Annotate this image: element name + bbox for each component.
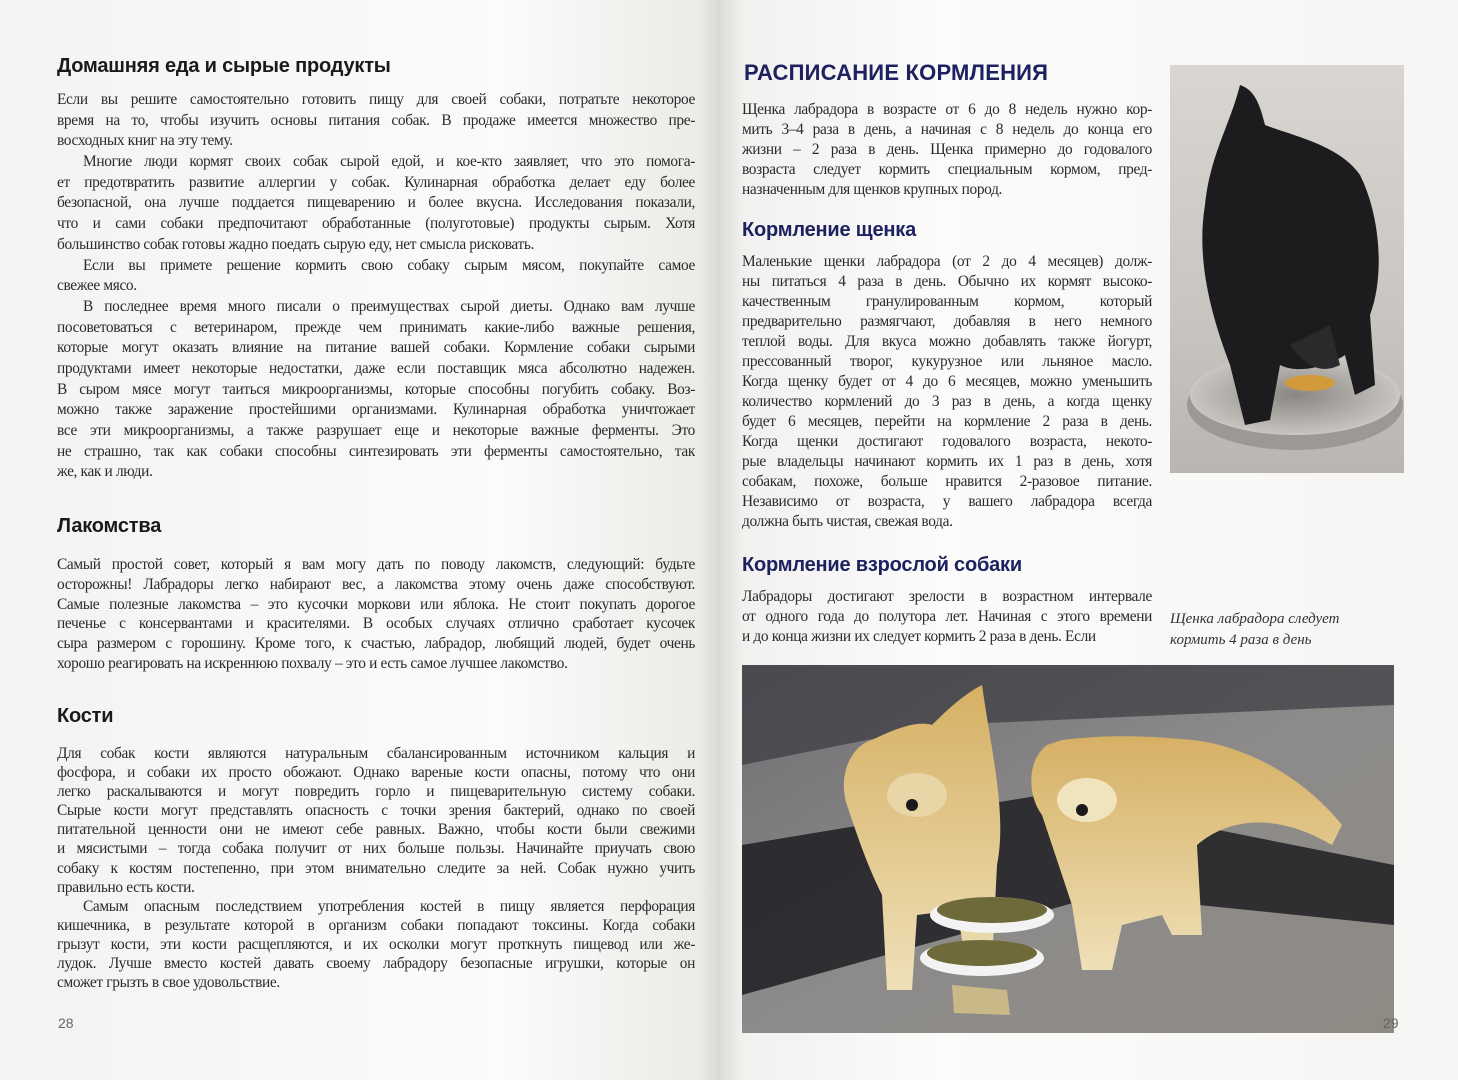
text-line: Лабрадоры достигают зрелости в возрастном интервале xyxy=(742,588,1152,605)
text-line: кишечника, в результате которой в организм собаки попадают токсины. Когда собаки xyxy=(57,916,695,934)
photo-caption xyxy=(1170,609,1339,651)
text-line: что и сами собаки предпочитают обработанные (полуготовые) продукты сырым. Хотя xyxy=(57,215,695,233)
text-line: количество кормлений до 3 раз в день, а когда щенку xyxy=(742,393,1152,410)
text-line: В последнее время много писали о преимуществах сырой диеты. Однако вам лучше xyxy=(83,297,695,315)
text-line: жизни – 2 раза в день. Щенка примерно до годовалого xyxy=(742,141,1152,158)
page-number-left: 28 xyxy=(58,1015,74,1031)
section-bones-text xyxy=(57,744,695,992)
text-line: Когда щенки достигают годовалого возраста, некото- xyxy=(742,433,1152,450)
text-line: все эти микроорганизмы, а также разрушает еще и некоторые важные ферменты. Это xyxy=(57,422,695,439)
text-line: сыра размером с горошину. Кроме того, к счастью, лабрадор, любящий людей, будет очень xyxy=(57,635,695,653)
section-treats-text xyxy=(57,555,695,674)
photo-black-puppy-eating xyxy=(1170,65,1404,473)
text-line: Если вы решите самостоятельно готовить пищу для своей собаки, потратьте некоторое xyxy=(57,91,695,108)
text-line: предварительно размягчают, добавляя в него немного xyxy=(742,313,1152,330)
section-schedule-text xyxy=(742,100,1152,200)
text-line: ны питаться 4 раза в день. Обычно их кормят высоко- xyxy=(742,273,1152,290)
text-line: Многие люди кормят своих собак сырой едой, и кое-кто заявляет, что это помога- xyxy=(83,153,695,171)
heading-home-food: Домашняя еда и сырые продукты xyxy=(57,55,391,77)
text-line: посоветоваться с ветеринаром, прежде чем принимать какие-либо важные решения, xyxy=(57,318,695,336)
section-adult-text xyxy=(742,587,1152,647)
text-line: время на то, чтобы изучить основы питания собак. В продаже имеется множество пре- xyxy=(57,111,695,129)
text-line: правильно есть кости. xyxy=(57,878,195,896)
text-line: Щенка лабрадора в возрасте от 6 до 8 недель нужно кор- xyxy=(742,101,1152,118)
heading-puppy-feeding: Кормление щенка xyxy=(742,219,917,241)
heading-treats: Лакомства xyxy=(57,515,162,537)
caption-line: кормить 4 раза в день xyxy=(1170,632,1312,648)
text-line: осторожны! Лабрадоры легко набирают вес, а лакомства этому очень даже способствуют. xyxy=(57,575,695,593)
text-line: Сырые кости могут представлять опасность с точки зрения бактерий, однако по своей xyxy=(57,802,695,820)
text-line: В сыром мясе могут таиться микроорганизмы, которые способны погубить собаку. Воз- xyxy=(57,380,695,398)
text-line: сможет грызть в свое удовольствие. xyxy=(57,974,280,992)
text-line: питательной ценности они не имеют себе равных. Важно, чтобы кости были свежими xyxy=(57,821,695,839)
text-line: прессованный творог, кукурузное или льняное масло. xyxy=(742,353,1152,370)
heading-bones: Кости xyxy=(57,705,114,727)
text-line: ет предотвратить развитие аллергии у собак. Кулинарная обработка делает еду более xyxy=(57,173,695,191)
text-line: Самым опасным последствием употребления костей в пищу является перфорация xyxy=(83,897,695,915)
text-line: грызут кости, эти кости расщепляются, и их осколки могут проткнуть пищевод или же- xyxy=(57,935,695,953)
text-line: печенье с консервантами и красителями. В особых случаях отлично сработает кусочек xyxy=(57,615,695,633)
text-line: назначенным для щенков крупных пород. xyxy=(742,181,1003,198)
text-line: мить 3–4 раза в день, а начиная с 8 недель до конца его xyxy=(742,121,1152,138)
text-line: теплой воды. Для вкуса можно добавлять также йогурт, xyxy=(742,333,1152,350)
text-line: Когда щенку будет от 4 до 6 месяцев, можно уменьшить xyxy=(742,373,1152,390)
text-line: от одного года до полутора лет. Начиная с этого времени xyxy=(742,608,1152,625)
text-line: большинство собак готовы жадно поедать сырую еду, нет смысла рисковать. xyxy=(57,235,535,253)
photo-two-yellow-puppies xyxy=(742,665,1394,1033)
text-line: Самый простой совет, который я вам могу дать по поводу лакомств, следующий: будьте xyxy=(57,556,695,573)
text-line: возраста следует кормить специальным кормом, пред- xyxy=(742,161,1152,178)
text-line: Для собак кости являются натуральным сбалансированным источником кальция и xyxy=(57,745,695,762)
text-line: свежее мясо. xyxy=(57,277,137,295)
text-line: легко раскалываются и могут повредить горло и пищеварительную систему собаки. xyxy=(57,783,695,801)
text-line: лудок. Лучше вместо костей давать своему лабрадору безопасные игрушки, которые он xyxy=(57,955,695,973)
text-line: не страшно, так как собаки способны синтезировать эти ферменты самостоятельно, так xyxy=(57,442,695,460)
text-line: восходных книг на эту тему. xyxy=(57,132,233,150)
text-line: и мясистыми – тогда собака получит от них больше пользы. Начинайте приучать свою xyxy=(57,840,695,858)
text-line: должна быть чистая, свежая вода. xyxy=(742,513,953,530)
text-line: безопасной, она лучше поддается пищеварению и более вкусна. Исследования показали, xyxy=(57,194,695,212)
text-line: рые владельцы начинают кормить их 1 раз в день, хотя xyxy=(742,453,1152,470)
text-line: Независимо от возраста, у вашего лабрадора всегда xyxy=(742,493,1152,510)
text-line: Самые полезные лакомства – это кусочки моркови или яблока. Не стоит покупать дорогое xyxy=(57,595,695,613)
text-line: хорошо реагировать на искреннюю похвалу – это и есть самое лучшее лакомство. xyxy=(57,654,568,672)
text-line: качественным гранулированным кормом, который xyxy=(742,293,1152,310)
text-line: фосфора, и собаки их просто обожают. Однако вареные кости опасны, потому что они xyxy=(57,764,695,782)
text-line: и до конца жизни их следует кормить 2 раза в день. Если xyxy=(742,628,1096,645)
text-line: можно также заражение простейшими организмами. Кулинарная обработка уничтожает xyxy=(57,401,695,419)
section-puppy-text xyxy=(742,252,1152,532)
page-number-right: 29 xyxy=(1383,1015,1399,1031)
text-line: же, как и люди. xyxy=(57,463,153,481)
caption-line: Щенка лабрадора следует xyxy=(1170,611,1340,627)
text-line: будет 6 месяцев, перейти на кормление 2 раза в день. xyxy=(742,413,1152,430)
heading-adult-feeding: Кормление взрослой собаки xyxy=(742,554,1022,576)
text-line: собаку к костям постепенно, при этом внимательно следите за ней. Собак нужно учить xyxy=(57,859,695,877)
text-line: Если вы примете решение кормить свою собаку сырым мясом, покупайте самое xyxy=(83,256,695,274)
text-line: которые могут оказать влияние на питание вашей собаки. Кормление собаки сырыми xyxy=(57,339,695,357)
heading-feeding-schedule: РАСПИСАНИЕ КОРМЛЕНИЯ xyxy=(744,60,1049,85)
section-home-food-text xyxy=(57,90,695,483)
text-line: собакам, похоже, больше нравится 2-разовое питание. xyxy=(742,473,1152,490)
text-line: продуктами имеет некоторые недостатки, даже если поставщик мяса абсолютно надежен. xyxy=(57,359,695,377)
text-line: Маленькие щенки лабрадора (от 2 до 4 месяцев) долж- xyxy=(742,253,1152,270)
